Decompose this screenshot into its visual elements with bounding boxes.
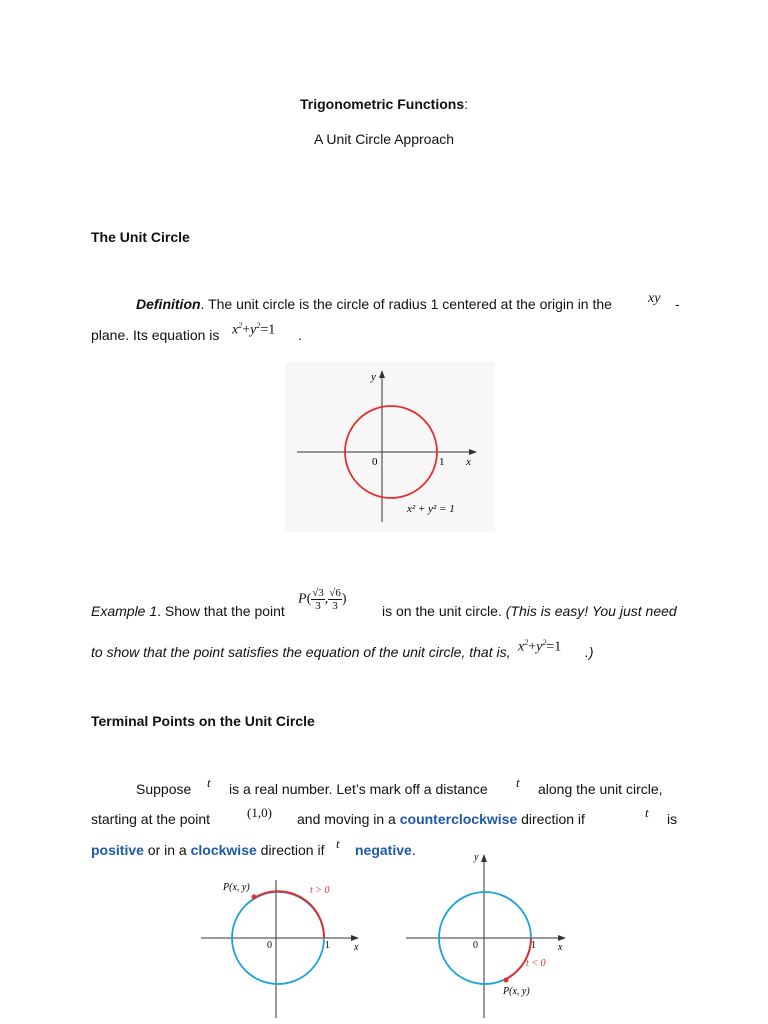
para-line1-b: is a real number. Let’s mark off a distance xyxy=(229,781,488,797)
one-left: 1 xyxy=(325,940,330,951)
clockwise-term: clockwise xyxy=(190,842,257,858)
positive-arc xyxy=(254,891,324,938)
unit-circle-figure xyxy=(285,362,495,532)
one-label: 1 xyxy=(439,456,445,468)
para-line2-a: starting at the point xyxy=(91,811,211,827)
dash-symbol: - xyxy=(675,296,680,312)
unit-circle-equation: $x^2+y^2=1$ xyxy=(232,321,276,338)
x-label-right: x xyxy=(558,942,563,953)
para-line2-b: and moving in a counterclockwise direction if xyxy=(297,811,585,827)
t-symbol-1: t xyxy=(207,775,211,790)
xy-symbol: xy xyxy=(648,291,661,306)
section-heading-terminal-points: Terminal Points on the Unit Circle xyxy=(91,713,315,729)
para-line3: positive or in a clockwise direction if xyxy=(91,842,325,858)
negative-t-diagram xyxy=(406,852,566,1018)
t-symbol-2: t xyxy=(516,775,520,790)
terminal-point-right xyxy=(504,978,509,983)
t-positive-label: t > 0 xyxy=(310,885,330,896)
example1-text-1: . Show that the point xyxy=(157,603,285,619)
counterclockwise-term: counterclockwise xyxy=(399,811,518,827)
period: . xyxy=(298,327,302,343)
point-label-left: P(x, y) xyxy=(223,882,250,893)
origin-label: 0 xyxy=(372,456,378,468)
x-label-left: x xyxy=(354,942,359,953)
positive-t-diagram xyxy=(201,880,359,1018)
definition-paragraph-line1 xyxy=(136,296,612,312)
negative-term: negative xyxy=(355,842,412,858)
example1-closing: .) xyxy=(585,644,594,660)
definition-label: Definition xyxy=(136,296,201,312)
para-line1-a: Suppose xyxy=(136,781,192,797)
origin-left: 0 xyxy=(267,940,272,951)
example1-text-2: is on the unit circle. (This is easy! You just need xyxy=(382,603,677,619)
t-negative-label: t < 0 xyxy=(526,958,546,969)
para-line1-c: along the unit circle, xyxy=(538,781,663,797)
terminal-points-figure xyxy=(196,850,576,1020)
origin-right: 0 xyxy=(473,940,478,951)
point-label-right: P(x, y) xyxy=(503,986,530,997)
example1-line1 xyxy=(91,603,285,619)
y-axis-label: y xyxy=(371,371,376,383)
t-symbol-4: t xyxy=(336,836,340,851)
point-P-expression: P( $\frac{√3}{3}$ , $\frac{√6}{3}$ ) xyxy=(298,587,347,612)
page-title xyxy=(0,96,768,112)
example1-italic-2: to show that the point satisfies the equation of the unit circle, that is, xyxy=(91,644,511,660)
terminal-point-left xyxy=(252,895,257,900)
section-heading-unit-circle: The Unit Circle xyxy=(91,229,190,245)
title-text: Trigonometric Functions xyxy=(299,96,465,112)
point-1-0: (1,0) xyxy=(247,805,272,820)
definition-text-1: . The unit circle is the circle of radius 1 centered at the origin in the xyxy=(200,296,612,312)
example1-label: Example 1 xyxy=(91,603,158,619)
one-right: 1 xyxy=(531,940,536,951)
example1-equation: $x^2+y^2=1$ xyxy=(518,638,562,655)
circle-equation-label: x² + y² = 1 xyxy=(407,503,455,515)
para-line3-end: negative. xyxy=(355,842,416,858)
positive-term: positive xyxy=(91,842,144,858)
y-label-right: y xyxy=(474,852,479,863)
t-symbol-3: t xyxy=(645,805,649,820)
x-axis-label: x xyxy=(466,456,471,468)
definition-text-2: plane. Its equation is xyxy=(91,327,220,343)
para-line2-d: is xyxy=(667,811,678,827)
page-subtitle: A Unit Circle Approach xyxy=(313,131,455,147)
title-colon: : xyxy=(464,96,468,112)
